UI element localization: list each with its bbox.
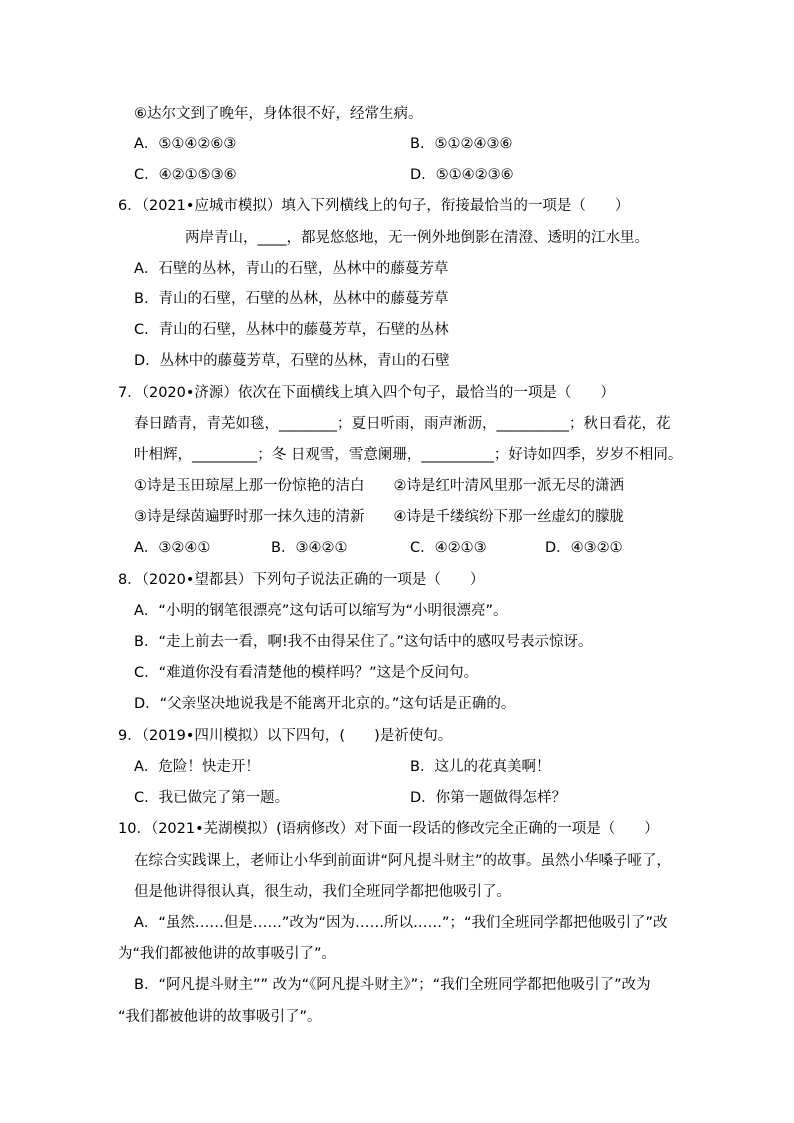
q6-option-b[interactable]: B．青山的石壁，石壁的丛林，丛林中的藤蔓芳草 <box>134 291 449 307</box>
q6-option-c[interactable]: C．青山的石壁，丛林中的藤蔓芳草，石壁的丛林 <box>134 322 449 338</box>
q10-passage-line-2: 但是他讲得很认真，很生动，我们全班同学都把他吸引了。 <box>134 884 511 900</box>
q7-option-a[interactable]: A．③②④① <box>134 540 211 556</box>
q9-option-b[interactable]: B．这儿的花真美啊！ <box>410 759 551 775</box>
q8-option-a[interactable]: A．“小明的钢笔很漂亮”这句话可以缩写为“小明很漂亮”。 <box>134 603 508 619</box>
q5-option-a[interactable]: A．⑤①④②⑥③ <box>134 136 237 152</box>
q10-option-a-line-2[interactable]: 为“我们都被他讲的故事吸引了”。 <box>118 946 337 962</box>
q10-passage-line-1: 在综合实践课上，老师让小华到前面讲“阿凡提斗财主”的故事。虽然小华嗓子哑了， <box>134 853 672 869</box>
q10-option-b-line-1[interactable]: B．“阿凡提斗财主”” 改为“《阿凡提斗财主》”；“我们全班同学都把他吸引了”改为 <box>134 977 651 993</box>
q7-option-b[interactable]: B．③④②① <box>271 540 348 556</box>
q9-stem: 9．（2019•四川模拟）以下四句，( )是祈使句。 <box>118 728 453 744</box>
q7-sentences-line-2: ③诗是绿茵遍野时那一抹久违的清新 ④诗是千缕缤纷下那一丝虚幻的朦胧 <box>134 509 624 525</box>
q7-passage-line-1: 春日踏青，青芜如毯，________；夏日听雨，雨声淅沥，__________；秋日看花，花 <box>134 416 671 432</box>
q5-option-c[interactable]: C．④②①⑤③⑥ <box>134 167 237 183</box>
q8-option-b[interactable]: B．“走上前去一看，啊!我不由得呆住了。”这句话中的感叹号表示惊讶。 <box>134 634 593 650</box>
q5-option-b[interactable]: B．⑤①②④③⑥ <box>410 136 513 152</box>
q5-option-d[interactable]: D．⑤①④②③⑥ <box>410 167 514 183</box>
q7-option-d[interactable]: D．④③②① <box>545 540 623 556</box>
q8-option-c[interactable]: C．“难道你没有看清楚他的模样吗？”这是个反问句。 <box>134 665 479 681</box>
q9-option-a[interactable]: A．危险！快走开！ <box>134 759 260 775</box>
q8-option-d[interactable]: D．“父亲坚决地说我是不能离开北京的。”这句话是正确的。 <box>134 696 516 712</box>
q6-option-a[interactable]: A．石壁的丛林，青山的石壁，丛林中的藤蔓芳草 <box>134 261 449 277</box>
q10-option-b-line-2[interactable]: “我们都被他讲的故事吸引了”。 <box>118 1009 322 1025</box>
q6-stem: 6．（2021•应城市模拟）填入下列横线上的句子，衔接最恰当的一项是（ ） <box>118 198 630 214</box>
q7-sentences-line-1: ①诗是玉田琼屋上那一份惊艳的洁白 ②诗是红叶清风里那一派无尽的潇洒 <box>134 478 624 494</box>
q9-option-c[interactable]: C．我已做完了第一题。 <box>134 790 290 806</box>
q10-option-a-line-1[interactable]: A．“虽然……但是……”改为“因为……所以……”；“我们全班同学都把他吸引了”改 <box>134 915 668 931</box>
q8-stem: 8．（2020•望都县）下列句子说法正确的一项是（ ） <box>118 572 485 588</box>
q7-option-c[interactable]: C．④②①③ <box>410 540 487 556</box>
q5-statement-6: ⑥达尔文到了晚年，身体很不好，经常生病。 <box>134 106 423 122</box>
q10-stem: 10．（2021•芜湖模拟）(语病修改）对下面一段话的修改完全正确的一项是（ ） <box>118 821 659 837</box>
q7-stem: 7．（2020•济源）依次在下面横线上填入四个句子，最恰当的一项是（ ） <box>118 385 615 401</box>
q6-context: 两岸青山，____，都晃悠悠地，无一例外地倒影在清澄、透明的江水里。 <box>185 230 649 246</box>
q7-passage-line-2: 叶相辉，_________；冬 日观雪，雪意阑珊，__________；好诗如四季，岁岁不相同。 <box>134 447 683 463</box>
q6-option-d[interactable]: D．丛林中的藤蔓芳草，石壁的丛林，青山的石壁 <box>134 353 450 369</box>
q9-option-d[interactable]: D．你第一题做得怎样？ <box>410 790 567 806</box>
